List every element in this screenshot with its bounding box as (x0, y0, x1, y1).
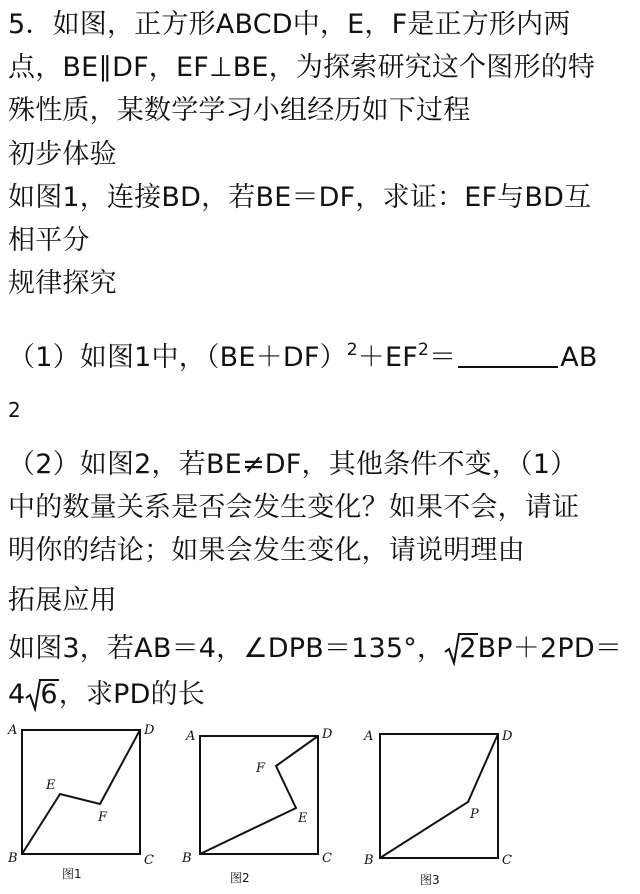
fig1-caption: 图1 (62, 867, 82, 881)
figure-3 (363, 729, 513, 887)
section-heading-application: 拓展应用 (8, 585, 117, 616)
figure-2 (181, 727, 333, 885)
app-text-a: 如图3，若AB＝4，∠DPB＝135°， (8, 633, 445, 664)
fig1-square (22, 730, 140, 854)
answer-blank (458, 340, 558, 368)
fig1-path (22, 730, 140, 854)
question-2-line-1: （2）如图2，若BE≠DF，其他条件不变，（1） (8, 449, 578, 480)
fig1-label-b: B (8, 851, 18, 866)
q1-superscript-1: 2 (346, 340, 358, 360)
q1-text-b: ＋EF (357, 342, 418, 373)
problem-line-3: 殊性质，某数学学习小组经历如下过程 (8, 95, 471, 126)
fig3-label-b: B (364, 853, 374, 868)
problem-line-6: 相平分 (8, 225, 90, 256)
fig2-caption: 图2 (230, 871, 250, 885)
fig2-square (200, 736, 318, 854)
fig3-caption: 图3 (420, 873, 440, 887)
question-2-line-2: 中的数量关系是否会发生变化？如果不会，请证 (8, 492, 580, 523)
fig3-label-d: D (502, 729, 513, 744)
fig2-label-f: F (256, 761, 266, 776)
fig2-label-d: D (322, 727, 333, 742)
app-text-b: BP＋2PD＝ (477, 633, 623, 664)
sqrt-2 (444, 632, 477, 666)
q1-text-a: （1）如图1中，（BE＋DF） (8, 342, 347, 373)
problem-line-1: 5．如图，正方形ABCD中，E，F是正方形内两 (8, 9, 571, 40)
fig1-label-e: E (46, 778, 56, 793)
fig2-label-a: A (186, 729, 196, 744)
application-line-2 (8, 678, 205, 712)
q1-text-d: AB (560, 342, 598, 373)
figure-1 (7, 723, 155, 881)
q1-text-c: ＝ (429, 342, 457, 373)
fig3-label-a: A (364, 729, 374, 744)
fig3-label-c: C (502, 853, 512, 868)
figures (0, 718, 640, 894)
q1-wrapped-exponent: 2 (8, 398, 21, 422)
question-2-line-3: 明你的结论；如果会发生变化，请说明理由 (8, 535, 525, 566)
application-line-1 (8, 632, 622, 666)
sqrt-6-radicand: 6 (40, 679, 58, 710)
fig2-label-c: C (322, 851, 332, 866)
fig3-square (380, 734, 498, 858)
app-text-d: ，求PD的长 (58, 679, 206, 710)
fig2-path (200, 736, 318, 854)
app-text-c: 4 (8, 679, 26, 710)
fig2-label-e: E (298, 811, 308, 826)
sqrt-2-radicand: 2 (459, 633, 477, 664)
fig1-label-c: C (144, 853, 154, 868)
fig3-label-p: P (470, 807, 479, 822)
fig3-path (380, 734, 498, 858)
question-1-line (8, 340, 598, 378)
fig1-label-f: F (98, 810, 108, 825)
problem-line-2: 点，BE∥DF，EF⊥BE，为探索研究这个图形的特 (8, 52, 596, 83)
section-heading-initial: 初步体验 (8, 139, 117, 170)
problem-line-5: 如图1，连接BD，若BE＝DF，求证：EF与BD互 (8, 182, 592, 213)
sqrt-6 (25, 678, 58, 712)
fig1-label-a: A (8, 723, 18, 738)
fig1-label-d: D (144, 723, 155, 738)
section-heading-pattern: 规律探究 (8, 268, 117, 299)
q1-superscript-2: 2 (418, 340, 430, 360)
fig2-label-b: B (182, 851, 192, 866)
